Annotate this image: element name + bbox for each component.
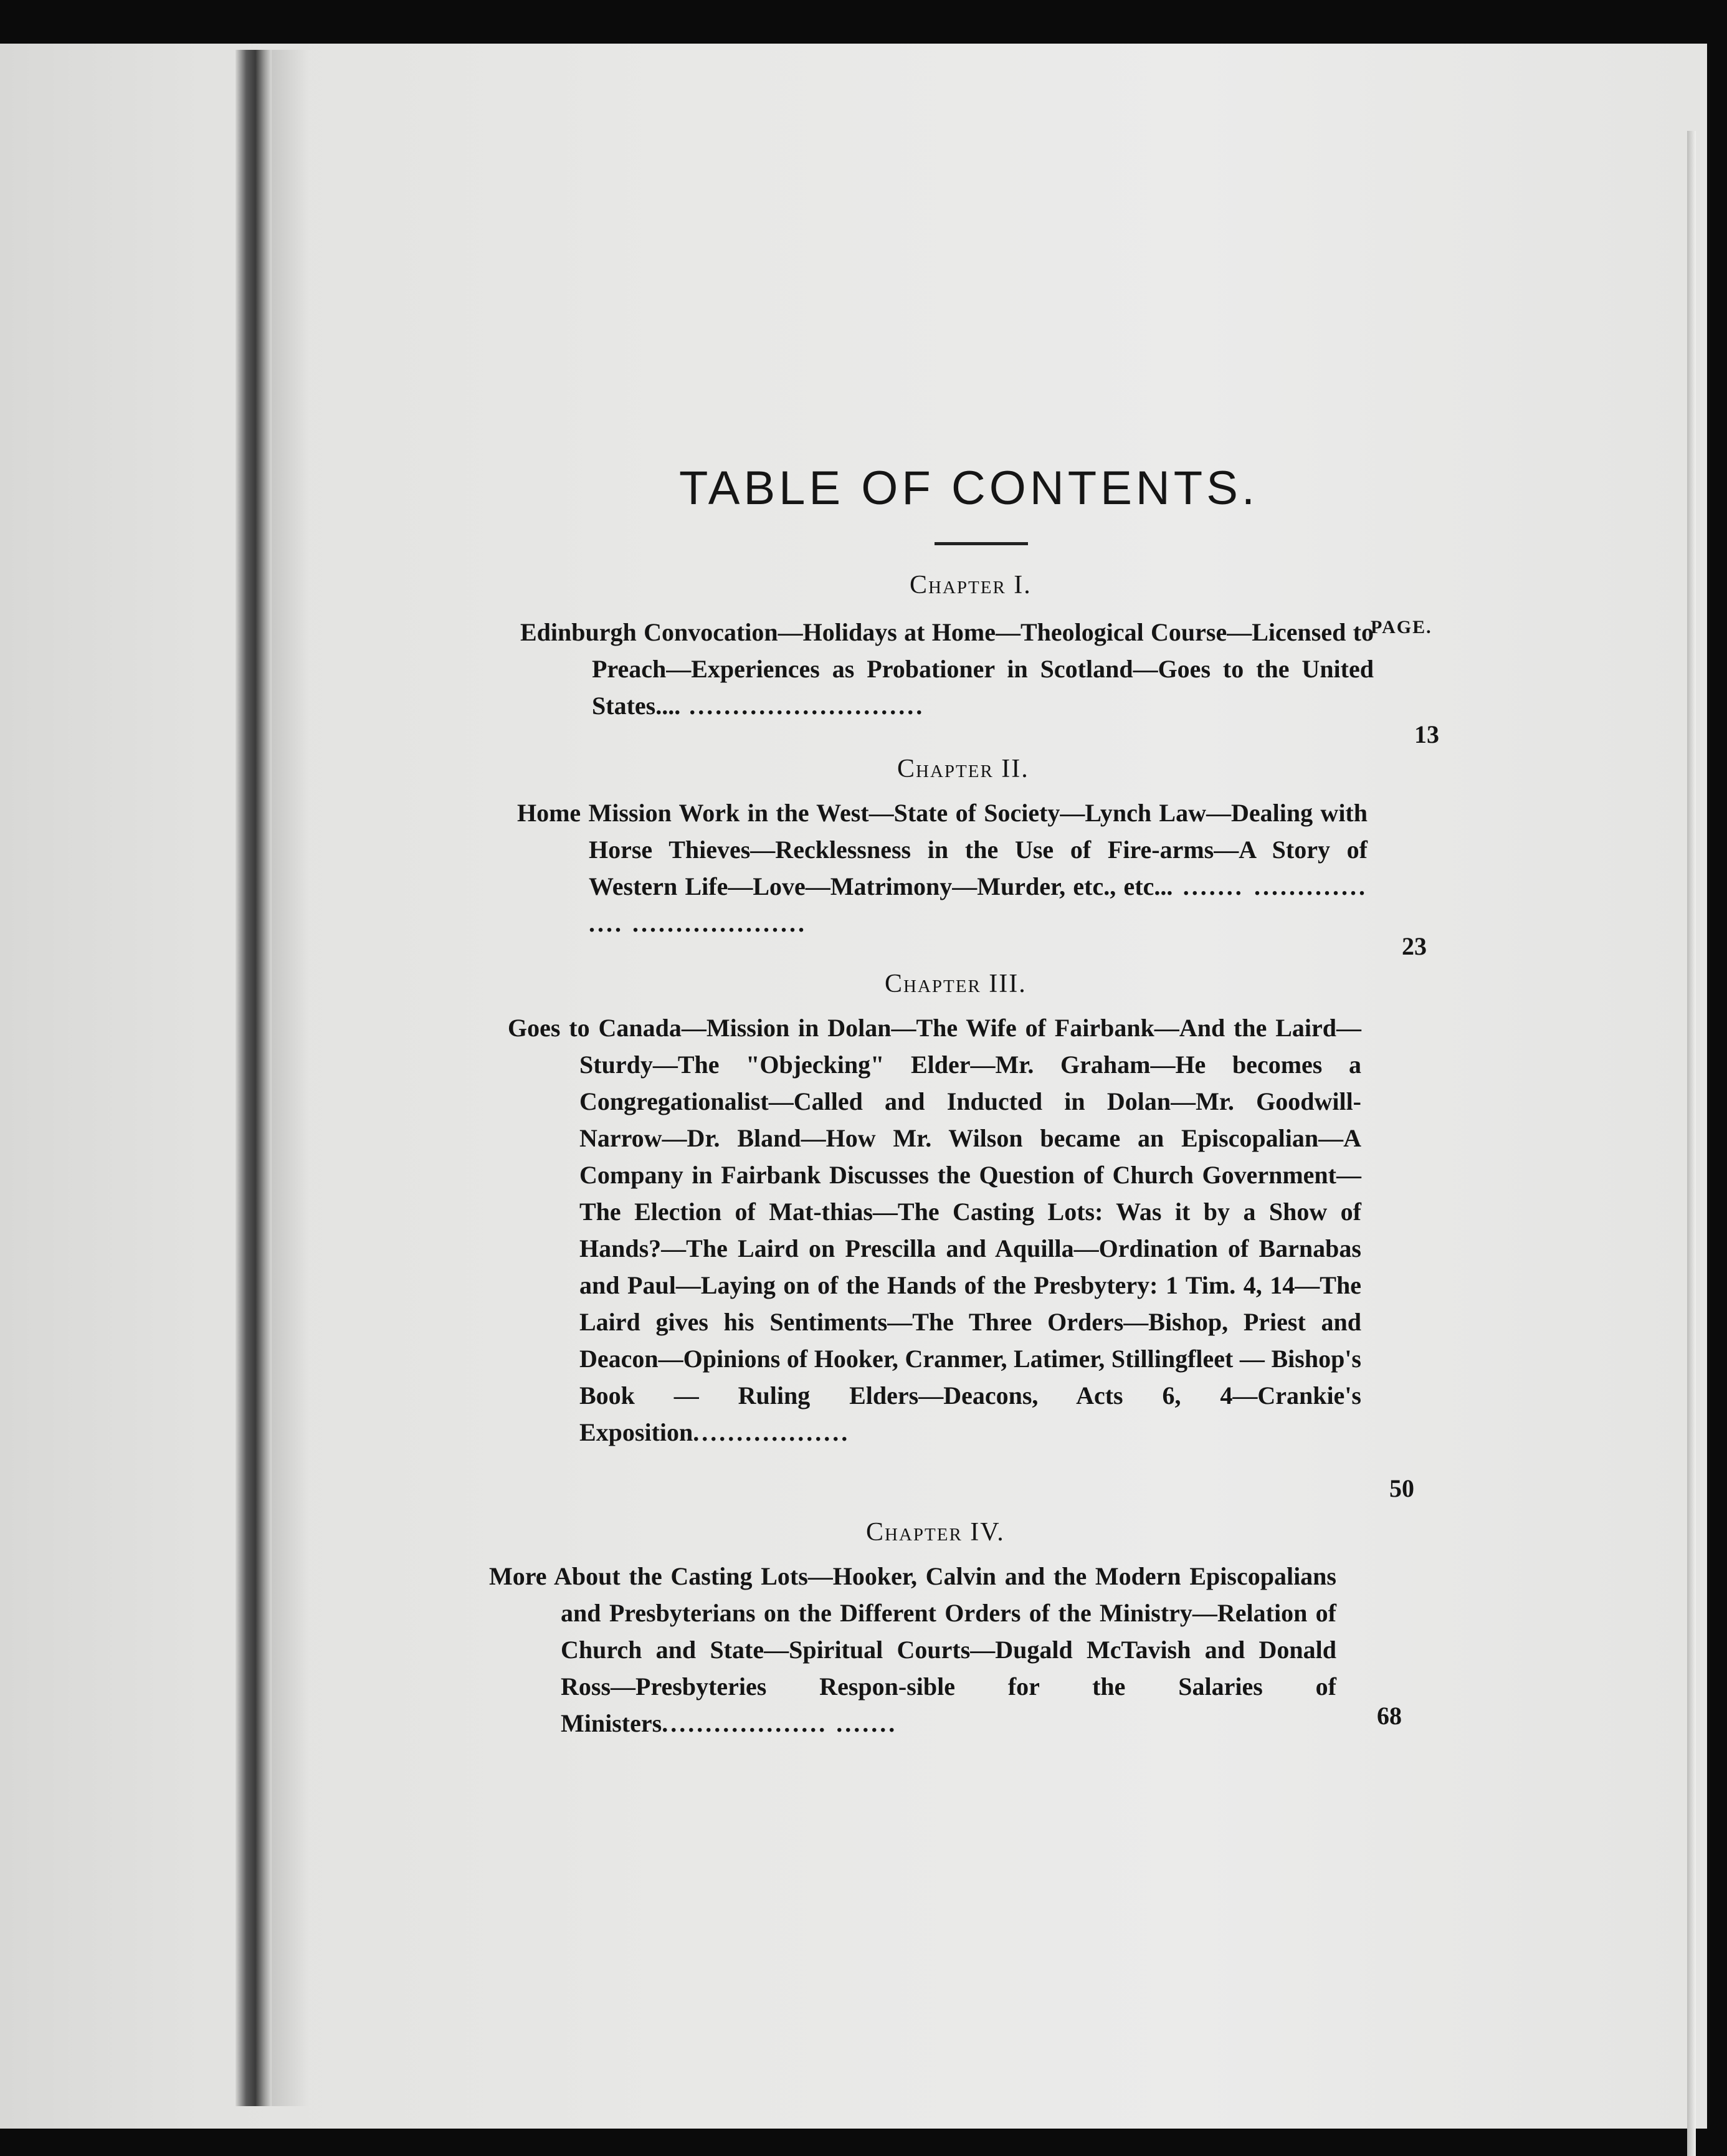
chapter-4-summary: More About the Casting Lots—Hooker, Calvin and the Modern Episcopalians and Presbyterians on the Different Orders of the Ministry—Relation of Church and State—Spiritual Courts—Dugald McTavish and Donald Ross—Presbyteries Respon-sible for the Salaries of Ministers................... ....... — [489, 1562, 1336, 1737]
chapter-1-page: 13 — [1414, 720, 1439, 748]
book-binding — [236, 50, 272, 2106]
page-column-label: PAGE. — [1371, 617, 1432, 637]
chapter-1-summary: Edinburgh Convocation—Holidays at Home—Theological Course—Licensed to Preach—Experiences as Probationer in Scotland—Goes to the United States.... ........................... — [520, 618, 1374, 720]
chapter-2-page: 23 — [1402, 932, 1427, 960]
chapter-3-heading: Chapter III. — [885, 970, 1027, 998]
chapter-4-page: 68 — [1377, 1702, 1402, 1730]
chapter-4-heading: Chapter IV. — [866, 1518, 1005, 1547]
chapter-3-page: 50 — [1389, 1474, 1414, 1502]
page-title: TABLE OF CONTENTS. — [679, 462, 1259, 515]
binding-shadow — [272, 50, 309, 2106]
page-edge — [1687, 131, 1696, 2156]
title-rule — [935, 542, 1028, 545]
chapter-1-heading: Chapter I. — [910, 571, 1032, 599]
chapter-2-summary: Home Mission Work in the West—State of Society—Lynch Law—Dealing with Horse Thieves—Recklessness in the Use of Fire-arms—A Story of Western Life—Love—Matrimony—Murder, etc., etc... ....... ............. .... .................... — [517, 799, 1368, 937]
chapter-2-heading: Chapter II. — [897, 755, 1029, 783]
chapter-3-summary: Goes to Canada—Mission in Dolan—The Wife of Fairbank—And the Laird—Sturdy—The "Objecking" Elder—Mr. Graham—He becomes a Congregationalist—Called and Inducted in Dolan—Mr. Goodwill-Narrow—Dr. Bland—How Mr. Wilson became an Episcopalian—A Company in Fairbank Discusses the Question of Church Government—The Election of Mat-thias—The Casting Lots: Was it by a Show of Hands?—The Laird on Prescilla and Aquilla—Ordination of Barnabas and Paul—Laying on of the Hands of the Presbytery: 1 Tim. 4, 14—The Laird gives his Sentiments—The Three Orders—Bishop, Priest and Deacon—Opinions of Hooker, Cranmer, Latimer, Stillingfleet — Bishop's Book — Ruling Elders—Deacons, Acts 6, 4—Crankie's Exposition.................. — [508, 1014, 1361, 1446]
